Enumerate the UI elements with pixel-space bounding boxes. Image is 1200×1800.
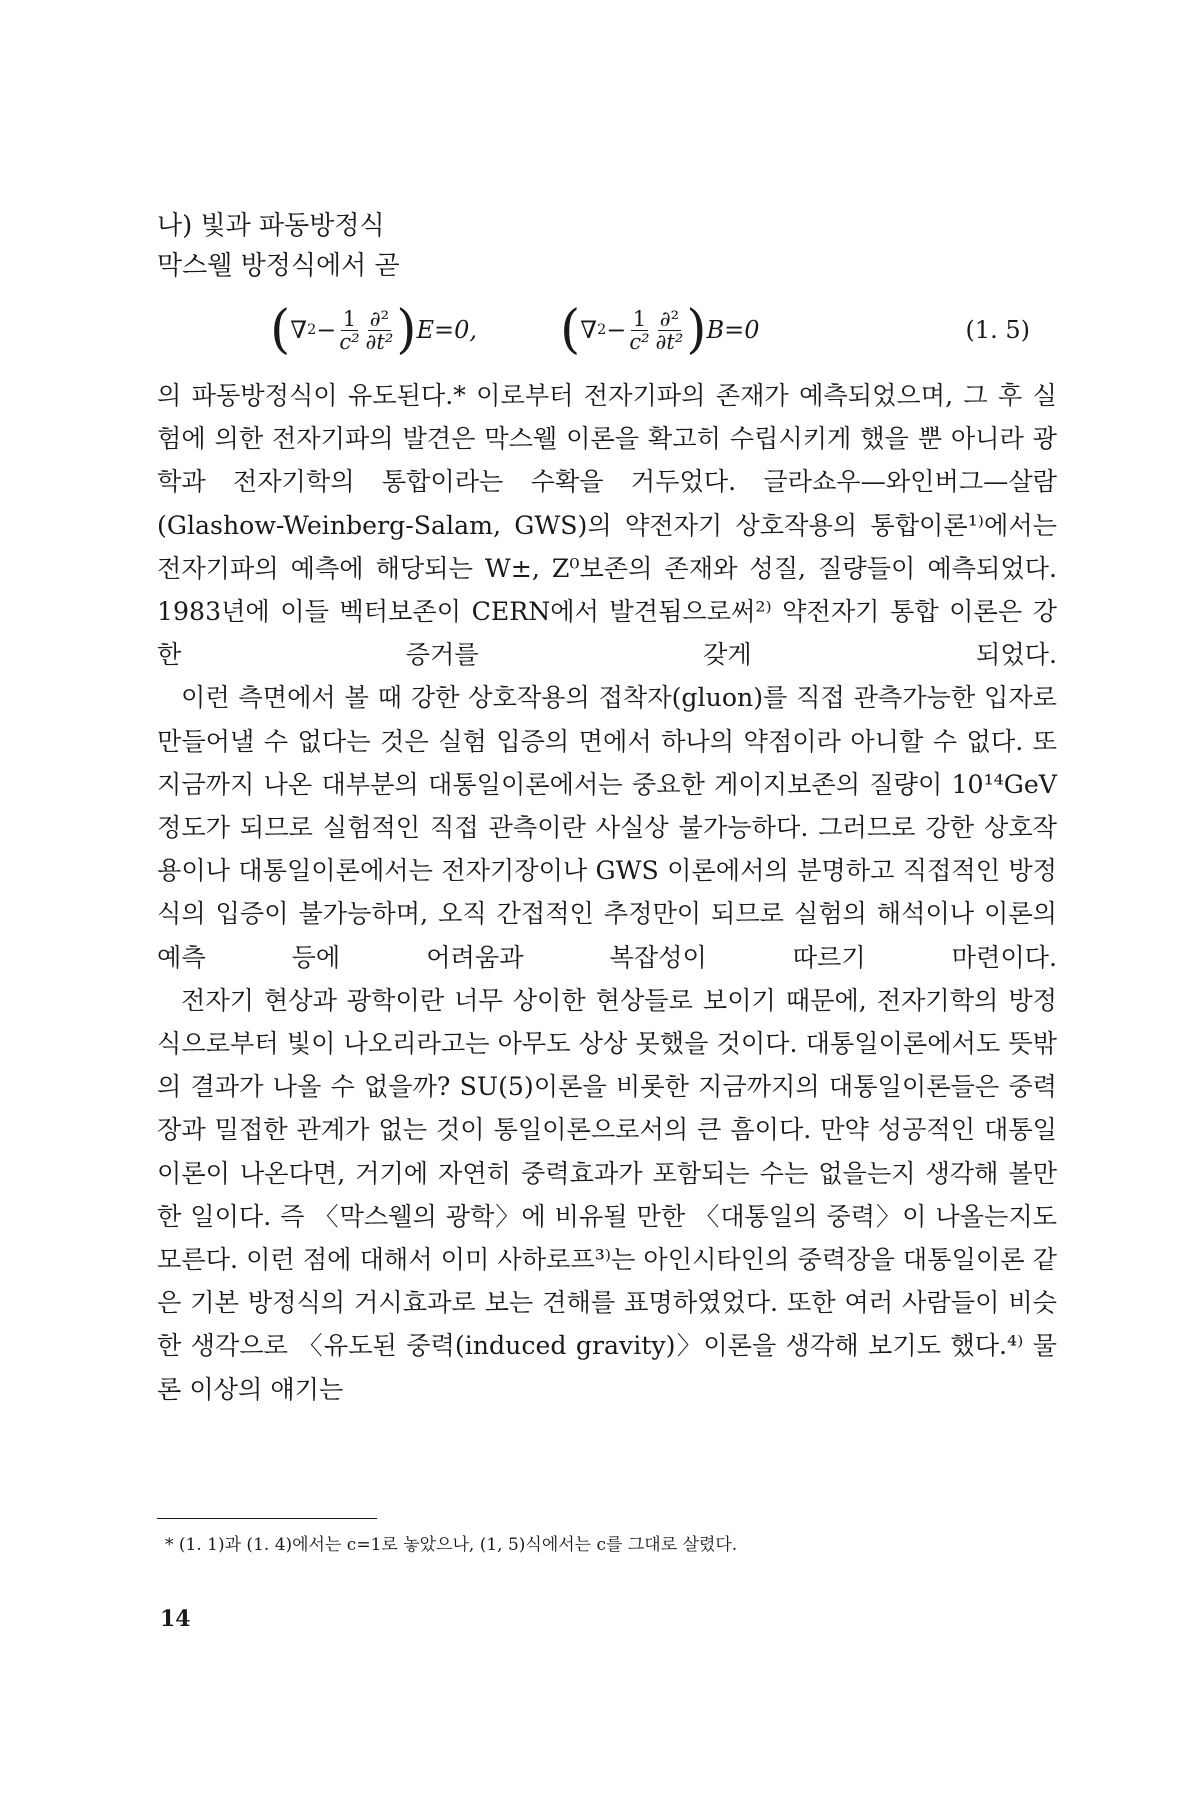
fraction-one-over-c2: $\frac{1}{\text{c²}}$: [629, 306, 650, 354]
footnote-rule: [157, 1518, 377, 1519]
nabla: ∇: [580, 316, 598, 344]
paren-close: ): [396, 300, 417, 360]
equation-rhs-e: E=0,: [416, 316, 478, 344]
paren-open: (: [560, 300, 581, 360]
wave-equation-b: ( ∇ 2 − $\frac{1}{\text{c²}}$ $\frac{\text{∂²}}{\text{∂t²}}$ ) B=0: [560, 300, 760, 360]
intro-line: 막스웰 방정식에서 곧: [157, 251, 400, 281]
footnote: * (1. 1)과 (1. 4)에서는 c=1로 놓았으나, (1, 5)식에서는 c를 그대로 살렸다.: [165, 1535, 738, 1555]
wave-equation-e: ( ∇ 2 − $\frac{1}{\text{c²}}$ $\frac{\text{∂²}}{\text{∂t²}}$ ) E=0,: [270, 300, 478, 360]
equation-number: (1. 5): [965, 316, 1030, 344]
fraction-d2-dt2: $\frac{\text{∂²}}{\text{∂t²}}$: [365, 306, 394, 354]
equation-rhs-b: B=0: [706, 316, 760, 344]
paragraph-3: 전자기 현상과 광학이란 너무 상이한 현상들로 보이기 때문에, 전자기학의 방정식으로부터 빛이 나오리라고는 아무도 상상 못했을 것이다. 대통일이론에서도 뜻밖의 결과가 나올 수 없을까? SU(5)이론을 비롯한 지금까지의 대통일이론들은 중력장과 밀접한 관계가 없는 것이 통일이론으로서의 큰 흠이다. 만약 성공적인 대통일이론이 나온다면, 거기에 자연히 중력효과가 포함되는 수는 없을는지 생각해 볼만한 일이다. 즉 〈막스웰의 광학〉에 비유될 만한 〈대통일의 중력〉이 나올는지도 모른다. 이런 점에 대해서 이미 사하로프³⁾는 아인시타인의 중력장을 대통일이론 같은 기본 방정식의 거시효과로 보는 견해를 표명하였었다. 또한 여러 사람들이 비슷한 생각으로 〈유도된 중력(induced gravity)〉이론을 생각해 보기도 했다.⁴⁾ 물론 이상의 얘기는: [157, 985, 1057, 1404]
wave-equations: [270, 300, 1030, 360]
section-heading: 나) 빛과 파동방정식: [157, 211, 385, 241]
fraction-one-over-c2: $\frac{1}{\text{c²}}$: [339, 306, 360, 354]
paren-close: ): [686, 300, 707, 360]
minus-sign: −: [606, 316, 627, 344]
paren-open: (: [270, 300, 291, 360]
heading-block: [157, 206, 1057, 286]
paragraph-2: 이런 측면에서 볼 때 강한 상호작용의 접착자(gluon)를 직접 관측가능한 입자로 만들어낼 수 없다는 것은 실험 입증의 면에서 하나의 약점이라 아니할 수 없다. 또 지금까지 나온 대부분의 대통일이론에서는 중요한 게이지보존의 질량이 10¹⁴GeV정도가 되므로 실험적인 직접 관측이란 사실상 불가능하다. 그러므로 강한 상호작용이나 대통일이론에서는 전자기장이나 GWS 이론에서의 분명하고 직접적인 방정식의 입증이 불가능하며, 오직 간접적인 추정만이 되므로 실험의 해석이나 이론의 예측 등에 어려움과 복잡성이 따르기 마련이다.: [157, 683, 1057, 972]
paragraph-1: 의 파동방정식이 유도된다.* 이로부터 전자기파의 존재가 예측되었으며, 그 후 실험에 의한 전자기파의 발견은 막스웰 이론을 확고히 수립시키게 했을 뿐 아니라 광학과 전자기학의 통합이라는 수확을 거두었다. 글라쇼우—와인버그—살람(Glashow-Weinberg-Salam, GWS)의 약전자기 상호작용의 통합이론¹⁾에서는 전자기파의 예측에 해당되는 W±, Z⁰보존의 존재와 성질, 질량들이 예측되었다. 1983년에 이들 벡터보존이 CERN에서 발견됨으로써²⁾ 약전자기 통합 이론은 강한 증거를 갖게 되었다.: [157, 381, 1057, 670]
page-number: 14: [160, 1606, 191, 1632]
fraction-d2-dt2: $\frac{\text{∂²}}{\text{∂t²}}$: [655, 306, 684, 354]
body-text: [157, 374, 1057, 1411]
minus-sign: −: [316, 316, 337, 344]
nabla: ∇: [290, 316, 308, 344]
